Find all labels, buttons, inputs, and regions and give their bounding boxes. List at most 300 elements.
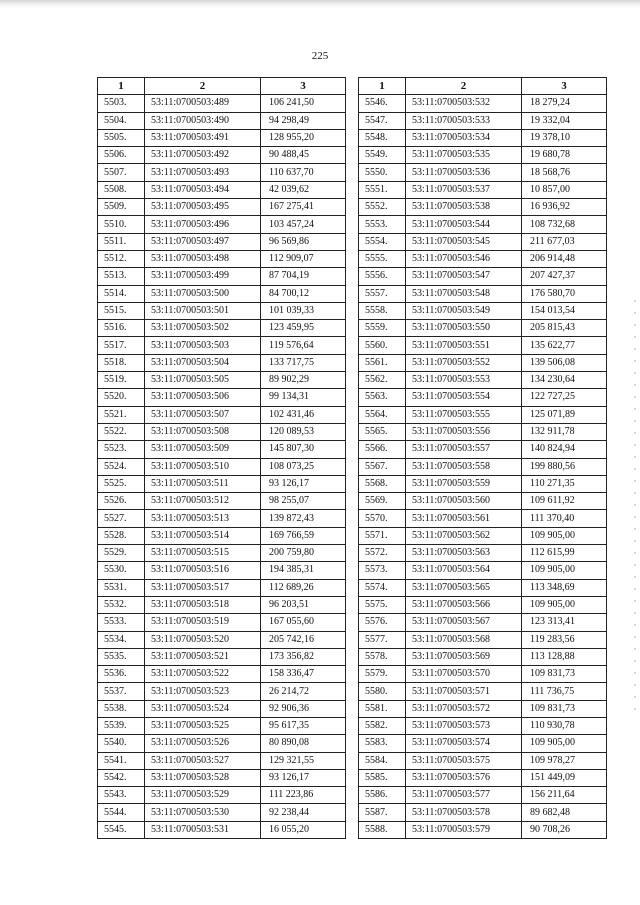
table-row [359,320,607,337]
page-number: 225 [311,50,329,62]
cadastral-value: 128 955,20 [261,129,346,146]
cadastral-number: 53:11:0700503:518 [145,596,261,613]
table-row [98,648,346,665]
cadastral-number: 53:11:0700503:493 [145,164,261,181]
table-row [98,545,346,562]
table-row [359,129,607,146]
row-number: 5538. [98,700,145,717]
scan-margin-marks [634,300,636,720]
row-number: 5515. [98,302,145,319]
cadastral-number: 53:11:0700503:510 [145,458,261,475]
row-number: 5561. [359,354,406,371]
cadastral-number: 53:11:0700503:555 [406,406,522,423]
table-row [98,752,346,769]
row-number: 5548. [359,129,406,146]
row-number: 5583. [359,735,406,752]
cadastral-number: 53:11:0700503:504 [145,354,261,371]
cadastral-number: 53:11:0700503:531 [145,821,261,838]
row-number: 5579. [359,666,406,683]
table-row [98,147,346,164]
table-row [98,769,346,786]
cadastral-value: 200 759,80 [261,545,346,562]
row-number: 5504. [98,112,145,129]
cadastral-number: 53:11:0700503:564 [406,562,522,579]
row-number: 5511. [98,233,145,250]
table-row [359,821,607,838]
table-row [359,406,607,423]
cadastral-value: 109 905,00 [522,735,607,752]
row-number: 5573. [359,562,406,579]
cadastral-number: 53:11:0700503:526 [145,735,261,752]
row-number: 5580. [359,683,406,700]
table-row [359,95,607,112]
table-row [359,579,607,596]
cadastral-value: 109 978,27 [522,752,607,769]
row-number: 5508. [98,181,145,198]
table-row [359,268,607,285]
row-number: 5533. [98,614,145,631]
row-number: 5550. [359,164,406,181]
cadastral-value: 133 717,75 [261,354,346,371]
cadastral-value: 19 378,10 [522,129,607,146]
cadastral-number: 53:11:0700503:533 [406,112,522,129]
table-row [359,112,607,129]
table-row [98,510,346,527]
cadastral-number: 53:11:0700503:578 [406,804,522,821]
cadastral-number: 53:11:0700503:527 [145,752,261,769]
table-row [98,406,346,423]
cadastral-value: 111 736,75 [522,683,607,700]
row-number: 5562. [359,372,406,389]
cadastral-number: 53:11:0700503:512 [145,493,261,510]
table-row [359,700,607,717]
table-row [98,441,346,458]
table-row [98,337,346,354]
cadastral-value: 211 677,03 [522,233,607,250]
cadastral-number: 53:11:0700503:537 [406,181,522,198]
cadastral-number: 53:11:0700503:503 [145,337,261,354]
cadastral-value: 84 700,12 [261,285,346,302]
row-number: 5584. [359,752,406,769]
row-number: 5560. [359,337,406,354]
cadastral-value: 145 807,30 [261,441,346,458]
row-number: 5540. [98,735,145,752]
cadastral-value: 108 732,68 [522,216,607,233]
cadastral-value: 98 255,07 [261,493,346,510]
cadastral-value: 92 238,44 [261,804,346,821]
cadastral-number: 53:11:0700503:574 [406,735,522,752]
cadastral-value: 93 126,17 [261,475,346,492]
row-number: 5531. [98,579,145,596]
cadastral-value: 108 073,25 [261,458,346,475]
cadastral-number: 53:11:0700503:532 [406,95,522,112]
scan-edge [0,0,640,8]
cadastral-value: 93 126,17 [261,769,346,786]
cadastral-value: 94 298,49 [261,112,346,129]
table-row [359,510,607,527]
cadastral-number: 53:11:0700503:575 [406,752,522,769]
row-number: 5586. [359,787,406,804]
table-row [98,700,346,717]
cadastral-number: 53:11:0700503:507 [145,406,261,423]
table-row [359,233,607,250]
table-row [98,717,346,734]
cadastral-number: 53:11:0700503:501 [145,302,261,319]
row-number: 5568. [359,475,406,492]
cadastral-value: 112 689,26 [261,579,346,596]
cadastral-value: 90 708,26 [522,821,607,838]
row-number: 5555. [359,250,406,267]
row-number: 5521. [98,406,145,423]
table-row [359,666,607,683]
table-row [359,735,607,752]
registry-table-left [97,77,346,839]
cadastral-number: 53:11:0700503:519 [145,614,261,631]
table-row [359,164,607,181]
row-number: 5537. [98,683,145,700]
table-row [98,112,346,129]
table-row [359,389,607,406]
cadastral-value: 101 039,33 [261,302,346,319]
cadastral-number: 53:11:0700503:497 [145,233,261,250]
cadastral-value: 99 134,31 [261,389,346,406]
cadastral-number: 53:11:0700503:538 [406,199,522,216]
cadastral-value: 18 568,76 [522,164,607,181]
row-number: 5509. [98,199,145,216]
cadastral-value: 205 742,16 [261,631,346,648]
cadastral-number: 53:11:0700503:563 [406,545,522,562]
row-number: 5565. [359,423,406,440]
cadastral-value: 26 214,72 [261,683,346,700]
table-row [359,216,607,233]
row-number: 5523. [98,441,145,458]
table-row [359,717,607,734]
cadastral-number: 53:11:0700503:508 [145,423,261,440]
header-col-3: 3 [261,78,346,95]
cadastral-number: 53:11:0700503:579 [406,821,522,838]
cadastral-number: 53:11:0700503:522 [145,666,261,683]
row-number: 5581. [359,700,406,717]
cadastral-value: 109 831,73 [522,666,607,683]
table-row [98,562,346,579]
cadastral-number: 53:11:0700503:514 [145,527,261,544]
cadastral-value: 140 824,94 [522,441,607,458]
cadastral-number: 53:11:0700503:513 [145,510,261,527]
cadastral-number: 53:11:0700503:560 [406,493,522,510]
table-row [98,268,346,285]
table-row [98,821,346,838]
row-number: 5566. [359,441,406,458]
cadastral-number: 53:11:0700503:552 [406,354,522,371]
cadastral-number: 53:11:0700503:496 [145,216,261,233]
cadastral-value: 111 370,40 [522,510,607,527]
cadastral-value: 112 909,07 [261,250,346,267]
row-number: 5556. [359,268,406,285]
cadastral-number: 53:11:0700503:547 [406,268,522,285]
cadastral-value: 139 872,43 [261,510,346,527]
table-row [359,372,607,389]
cadastral-number: 53:11:0700503:490 [145,112,261,129]
table-header-row [359,78,607,95]
cadastral-number: 53:11:0700503:546 [406,250,522,267]
cadastral-value: 95 617,35 [261,717,346,734]
cadastral-value: 103 457,24 [261,216,346,233]
cadastral-value: 167 275,41 [261,199,346,216]
table-row [98,320,346,337]
cadastral-value: 151 449,09 [522,769,607,786]
row-number: 5545. [98,821,145,838]
table-row [98,372,346,389]
cadastral-value: 87 704,19 [261,268,346,285]
cadastral-value: 132 911,78 [522,423,607,440]
table-row [98,216,346,233]
row-number: 5587. [359,804,406,821]
cadastral-value: 89 902,29 [261,372,346,389]
cadastral-value: 199 880,56 [522,458,607,475]
cadastral-number: 53:11:0700503:568 [406,631,522,648]
row-number: 5524. [98,458,145,475]
cadastral-number: 53:11:0700503:550 [406,320,522,337]
table-row [98,579,346,596]
cadastral-number: 53:11:0700503:492 [145,147,261,164]
row-number: 5563. [359,389,406,406]
row-number: 5553. [359,216,406,233]
table-row [98,199,346,216]
row-number: 5514. [98,285,145,302]
cadastral-value: 18 279,24 [522,95,607,112]
cadastral-number: 53:11:0700503:524 [145,700,261,717]
cadastral-value: 207 427,37 [522,268,607,285]
cadastral-number: 53:11:0700503:491 [145,129,261,146]
row-number: 5569. [359,493,406,510]
cadastral-number: 53:11:0700503:520 [145,631,261,648]
cadastral-number: 53:11:0700503:554 [406,389,522,406]
cadastral-number: 53:11:0700503:562 [406,527,522,544]
table-row [98,250,346,267]
cadastral-number: 53:11:0700503:521 [145,648,261,665]
table-row [98,95,346,112]
cadastral-number: 53:11:0700503:536 [406,164,522,181]
row-number: 5552. [359,199,406,216]
table-row [359,614,607,631]
table-row [98,423,346,440]
row-number: 5542. [98,769,145,786]
cadastral-number: 53:11:0700503:495 [145,199,261,216]
row-number: 5572. [359,545,406,562]
cadastral-number: 53:11:0700503:499 [145,268,261,285]
row-number: 5558. [359,302,406,319]
table-row [98,181,346,198]
table-row [359,752,607,769]
cadastral-number: 53:11:0700503:551 [406,337,522,354]
table-row [359,250,607,267]
row-number: 5564. [359,406,406,423]
row-number: 5570. [359,510,406,527]
header-col-3: 3 [522,78,607,95]
table-row [359,354,607,371]
row-number: 5585. [359,769,406,786]
row-number: 5506. [98,147,145,164]
table-row [359,285,607,302]
cadastral-number: 53:11:0700503:530 [145,804,261,821]
row-number: 5513. [98,268,145,285]
row-number: 5571. [359,527,406,544]
cadastral-value: 10 857,00 [522,181,607,198]
table-row [98,285,346,302]
table-row [359,475,607,492]
cadastral-value: 80 890,08 [261,735,346,752]
table-row [98,475,346,492]
cadastral-value: 135 622,77 [522,337,607,354]
cadastral-value: 169 766,59 [261,527,346,544]
row-number: 5582. [359,717,406,734]
table-row [98,302,346,319]
table-row [98,631,346,648]
row-number: 5527. [98,510,145,527]
table-body-left [98,95,346,839]
cadastral-number: 53:11:0700503:502 [145,320,261,337]
cadastral-number: 53:11:0700503:561 [406,510,522,527]
cadastral-value: 16 055,20 [261,821,346,838]
cadastral-number: 53:11:0700503:489 [145,95,261,112]
table-row [359,423,607,440]
cadastral-number: 53:11:0700503:523 [145,683,261,700]
row-number: 5541. [98,752,145,769]
table-row [359,458,607,475]
cadastral-number: 53:11:0700503:535 [406,147,522,164]
row-number: 5578. [359,648,406,665]
table-row [98,354,346,371]
cadastral-value: 89 682,48 [522,804,607,821]
cadastral-number: 53:11:0700503:509 [145,441,261,458]
row-number: 5551. [359,181,406,198]
row-number: 5543. [98,787,145,804]
row-number: 5530. [98,562,145,579]
cadastral-number: 53:11:0700503:505 [145,372,261,389]
cadastral-value: 112 615,99 [522,545,607,562]
cadastral-value: 156 211,64 [522,787,607,804]
cadastral-value: 158 336,47 [261,666,346,683]
cadastral-value: 19 680,78 [522,147,607,164]
table-row [98,596,346,613]
cadastral-value: 123 459,95 [261,320,346,337]
row-number: 5522. [98,423,145,440]
cadastral-value: 42 039,62 [261,181,346,198]
table-row [98,683,346,700]
row-number: 5559. [359,320,406,337]
row-number: 5520. [98,389,145,406]
row-number: 5549. [359,147,406,164]
table-row [359,562,607,579]
header-col-1: 1 [359,78,406,95]
cadastral-number: 53:11:0700503:500 [145,285,261,302]
table-row [359,631,607,648]
row-number: 5526. [98,493,145,510]
table-row [98,735,346,752]
cadastral-number: 53:11:0700503:570 [406,666,522,683]
cadastral-number: 53:11:0700503:517 [145,579,261,596]
header-col-1: 1 [98,78,145,95]
cadastral-value: 96 569,86 [261,233,346,250]
row-number: 5529. [98,545,145,562]
cadastral-value: 154 013,54 [522,302,607,319]
cadastral-number: 53:11:0700503:528 [145,769,261,786]
cadastral-value: 110 271,35 [522,475,607,492]
cadastral-number: 53:11:0700503:576 [406,769,522,786]
cadastral-value: 173 356,82 [261,648,346,665]
table-row [359,804,607,821]
table-row [98,527,346,544]
table-row [98,493,346,510]
row-number: 5507. [98,164,145,181]
cadastral-number: 53:11:0700503:566 [406,596,522,613]
cadastral-value: 16 936,92 [522,199,607,216]
cadastral-value: 167 055,60 [261,614,346,631]
cadastral-number: 53:11:0700503:545 [406,233,522,250]
cadastral-value: 205 815,43 [522,320,607,337]
table-row [98,787,346,804]
cadastral-number: 53:11:0700503:553 [406,372,522,389]
table-row [359,493,607,510]
cadastral-value: 90 488,45 [261,147,346,164]
cadastral-value: 134 230,64 [522,372,607,389]
row-number: 5505. [98,129,145,146]
cadastral-value: 109 831,73 [522,700,607,717]
table-row [98,389,346,406]
cadastral-number: 53:11:0700503:571 [406,683,522,700]
row-number: 5518. [98,354,145,371]
row-number: 5546. [359,95,406,112]
row-number: 5574. [359,579,406,596]
row-number: 5567. [359,458,406,475]
table-row [359,302,607,319]
row-number: 5516. [98,320,145,337]
registry-table-right [358,77,607,839]
cadastral-value: 119 576,64 [261,337,346,354]
table-row [359,199,607,216]
cadastral-value: 110 637,70 [261,164,346,181]
table-row [98,129,346,146]
cadastral-number: 53:11:0700503:558 [406,458,522,475]
cadastral-number: 53:11:0700503:567 [406,614,522,631]
cadastral-value: 123 313,41 [522,614,607,631]
table-row [98,614,346,631]
row-number: 5544. [98,804,145,821]
table-row [359,648,607,665]
row-number: 5512. [98,250,145,267]
header-col-2: 2 [145,78,261,95]
cadastral-number: 53:11:0700503:572 [406,700,522,717]
cadastral-number: 53:11:0700503:569 [406,648,522,665]
cadastral-number: 53:11:0700503:529 [145,787,261,804]
table-row [359,147,607,164]
table-row [359,683,607,700]
row-number: 5528. [98,527,145,544]
table-row [359,596,607,613]
table-row [98,164,346,181]
cadastral-value: 109 905,00 [522,596,607,613]
cadastral-value: 194 385,31 [261,562,346,579]
cadastral-value: 102 431,46 [261,406,346,423]
table-row [98,804,346,821]
row-number: 5525. [98,475,145,492]
row-number: 5535. [98,648,145,665]
cadastral-value: 139 506,08 [522,354,607,371]
cadastral-value: 106 241,50 [261,95,346,112]
cadastral-value: 113 348,69 [522,579,607,596]
table-row [98,666,346,683]
table-row [98,233,346,250]
